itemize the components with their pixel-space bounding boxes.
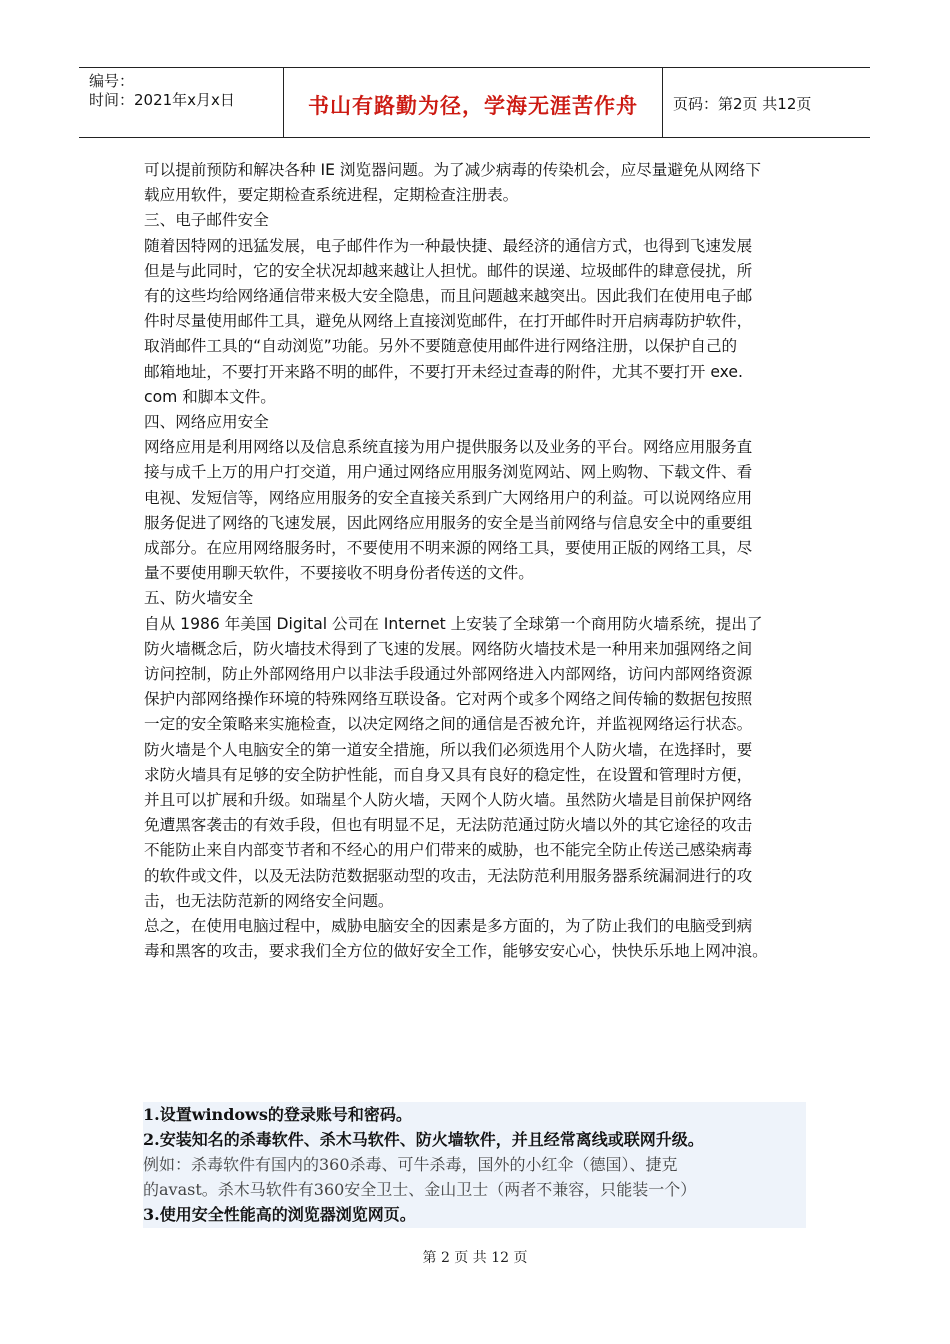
tip-example: 的avast。杀木马软件有360安全卫士、金山卫士（两者不兼容，只能装一个） [143, 1180, 697, 1199]
paragraph [144, 738, 808, 914]
paragraph [144, 914, 808, 964]
document-number-label: 编号： [89, 72, 135, 90]
text-line: 服务促进了网络的飞速发展，因此网络应用服务的安全是当前网络与信息安全中的重要组 [144, 513, 753, 532]
tip-item: 2.安装知名的杀毒软件、杀木马软件、防火墙软件，并且经常离线或联网升级。 [143, 1130, 704, 1149]
header-page-cell [663, 68, 870, 137]
text-line: 自从 1986 年美国 Digital 公司在 Internet 上安装了全球第一个商用防火墙系统，提出了 [144, 614, 763, 633]
text-line: 件时尽量使用邮件工具，避免从网络上直接浏览邮件，在打开邮件时开启病毒防护软件， [144, 312, 753, 331]
text-line: 成部分。在应用网络服务时，不要使用不明来源的网络工具，要使用正版的网络工具，尽 [144, 539, 753, 558]
text-line: 量不要使用聊天软件，不要接收不明身份者传送的文件。 [144, 564, 534, 583]
tip-item: 1.设置windows的登录账号和密码。 [143, 1105, 412, 1124]
page-footer: 第 2 页 共 12 页 [422, 1250, 528, 1266]
header-meta-cell [79, 68, 284, 137]
document-body [144, 158, 808, 965]
text-line: 四、网络应用安全 [144, 413, 269, 432]
page-header [79, 67, 870, 138]
text-line: 有的这些均给网络通信带来极大安全隐患，而且问题越来越突出。因此我们在使用电子邮 [144, 287, 753, 306]
text-line: 载应用软件，要定期检查系统进程，定期检查注册表。 [144, 186, 519, 205]
text-line: 五、防火墙安全 [144, 589, 254, 608]
text-line: 防火墙是个人电脑安全的第一道安全措施，所以我们必须选用个人防火墙，在选择时，要 [144, 740, 753, 759]
section-heading [144, 208, 808, 233]
tip-item: 3.使用安全性能高的浏览器浏览网页。 [143, 1205, 416, 1224]
text-line: 网络应用是利用网络以及信息系统直接为用户提供服务以及业务的平台。网络应用服务直 [144, 438, 753, 457]
text-line: 击，也无法防范新的网络安全问题。 [144, 891, 394, 910]
text-line: 并且可以扩展和升级。如瑞星个人防火墙，天网个人防火墙。虽然防火墙是目前保护网络 [144, 791, 753, 810]
header-motto-cell [284, 68, 663, 137]
text-line: 求防火墙具有足够的安全防护性能，而自身又具有良好的稳定性，在设置和管理时方便， [144, 765, 753, 784]
text-line: 但是与此同时，它的安全状况却越来越让人担忧。邮件的误递、垃圾邮件的肆意侵扰，所 [144, 261, 753, 280]
text-line: 取消邮件工具的“自动浏览”功能。另外不要随意使用邮件进行网络注册，以保护自己的 [144, 337, 738, 356]
paragraph [144, 234, 808, 410]
text-line: 随着因特网的迅猛发展，电子邮件作为一种最快捷、最经济的通信方式，也得到飞速发展 [144, 236, 753, 255]
text-line: 接与成千上万的用户打交道，用户通过网络应用服务浏览网站、网上购物、下载文件、看 [144, 463, 753, 482]
text-line: 保护内部网络操作环境的特殊网络互联设备。它对两个或多个网络之间传输的数据包按照 [144, 690, 753, 709]
text-line: 总之，在使用电脑过程中，威胁电脑安全的因素是多方面的，为了防止我们的电脑受到病 [144, 917, 753, 936]
section-heading [144, 586, 808, 611]
header-page-info: 页码：第2页 共12页 [673, 95, 812, 113]
text-line: 的软件或文件，以及无法防范数据驱动型的攻击，无法防范利用服务器系统漏洞进行的攻 [144, 866, 753, 885]
text-line: 电视、发短信等，网络应用服务的安全直接关系到广大网络用户的利益。可以说网络应用 [144, 488, 753, 507]
header-motto: 书山有路勤为径，学海无涯苦作舟 [308, 93, 638, 118]
document-date: 时间：2021年x月x日 [89, 91, 235, 109]
section-heading [144, 410, 808, 435]
text-line: 毒和黑客的攻击，要求我们全方位的做好安全工作，能够安安心心，快快乐乐地上网冲浪。 [144, 942, 768, 961]
paragraph [144, 612, 808, 738]
text-line: 防火墙概念后，防火墙技术得到了飞速的发展。网络防火墙技术是一种用来加强网络之间 [144, 639, 753, 658]
text-line: com 和脚本文件。 [144, 387, 276, 406]
paragraph [144, 158, 808, 208]
text-line: 邮箱地址，不要打开来路不明的邮件，不要打开未经过查毒的附件，尤其不要打开 exe. [144, 362, 743, 381]
text-line: 三、电子邮件安全 [144, 211, 269, 230]
paragraph [144, 435, 808, 586]
text-line: 访问控制，防止外部网络用户以非法手段通过外部网络进入内部网络，访问内部网络资源 [144, 665, 753, 684]
text-line: 不能防止来自内部变节者和不经心的用户们带来的威胁，也不能完全防止传送己感染病毒 [144, 841, 753, 860]
text-line: 一定的安全策略来实施检查，以决定网络之间的通信是否被允许，并监视网络运行状态。 [144, 715, 753, 734]
text-line: 免遭黑客袭击的有效手段，但也有明显不足，无法防范通过防火墙以外的其它途径的攻击 [144, 816, 753, 835]
text-line: 可以提前预防和解决各种 IE 浏览器问题。为了减少病毒的传染机会，应尽量避免从网络下 [144, 161, 761, 179]
security-tips-box [143, 1102, 806, 1228]
tip-example: 例如：杀毒软件有国内的360杀毒、可牛杀毒，国外的小红伞（德国）、捷克 [143, 1155, 678, 1174]
